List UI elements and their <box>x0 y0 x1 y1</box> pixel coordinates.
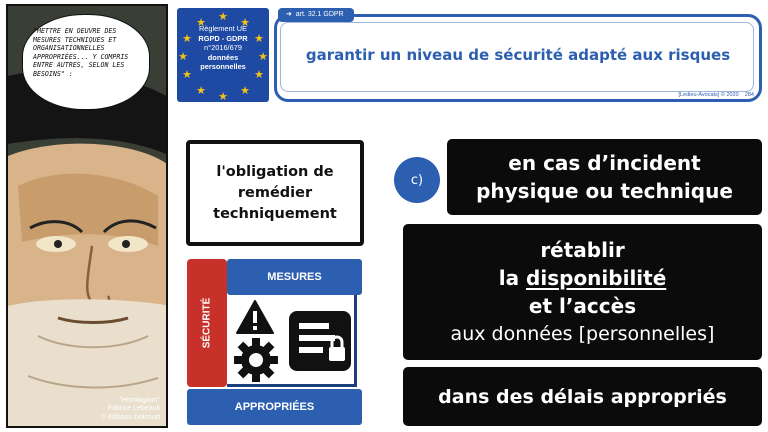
article-label: art. 32.1 GDPR <box>295 11 344 18</box>
article-reference <box>278 8 354 22</box>
svg-text:★: ★ <box>196 16 206 29</box>
security-bar <box>187 259 227 387</box>
eu-badge-text <box>177 24 269 72</box>
svg-text:★: ★ <box>254 32 264 45</box>
svg-text:★: ★ <box>218 10 228 23</box>
comic-credit <box>101 397 160 423</box>
page-number: 284 <box>744 92 754 98</box>
gear-icon <box>233 337 279 383</box>
incident-block <box>447 139 762 215</box>
restore-line-2 <box>499 264 667 292</box>
speech-bubble: "METTRE EN OEUVRE DES MESURES TECHNIQUES ET ORGANISATIONNELLES APPROPRIÉES... Y COMPRIS ENTRE AUTRES, SELON LES BESOINS" : <box>22 14 150 110</box>
incident-line-1: en cas d’incident <box>508 151 701 175</box>
restore-block <box>403 224 762 360</box>
credit-publisher: © éditions Delcourt <box>100 413 160 421</box>
obligation-text: l'obligation de remédier techniquement <box>213 163 337 222</box>
restore-line-4: aux données [personnelles] <box>450 323 715 345</box>
credit-author: Fabrice Lebeault <box>107 405 160 412</box>
svg-text:★: ★ <box>258 50 268 63</box>
restore-prefix: la <box>498 266 527 290</box>
svg-text:★: ★ <box>240 84 250 97</box>
warning-icon <box>235 299 275 335</box>
svg-text:★: ★ <box>218 90 228 102</box>
eu-regulation-badge <box>177 8 269 102</box>
credit-title: "Horologiom" <box>119 396 160 404</box>
svg-text:★: ★ <box>196 84 206 97</box>
incident-line-2: physique ou technique <box>476 179 733 203</box>
eu-line-regulation: Règlement UE <box>198 24 248 33</box>
appropriees-label: APPROPRIÉES <box>187 389 362 425</box>
header-footer <box>678 92 754 98</box>
svg-text:★: ★ <box>182 68 192 81</box>
timing-block <box>403 367 762 426</box>
svg-text:★: ★ <box>254 68 264 81</box>
svg-text:★: ★ <box>182 32 192 45</box>
comic-panel <box>6 4 168 428</box>
eu-line-personnelles: personnelles <box>200 62 246 72</box>
eu-line-number: n°2016/679 <box>204 43 242 53</box>
slide-header <box>272 8 764 104</box>
svg-text:★: ★ <box>178 50 188 63</box>
availability-word: disponibilité <box>526 266 667 290</box>
svg-text:★: ★ <box>240 16 250 29</box>
slide-title: garantir un niveau de sécurité adapté aux risques <box>305 46 731 64</box>
restore-line-1: rétablir <box>540 238 625 262</box>
item-letter-badge: c) <box>394 157 440 203</box>
arrow-right-icon: ➜ <box>286 11 296 18</box>
obligation-box <box>186 140 364 246</box>
eu-line-donnees: données <box>207 52 239 62</box>
eu-line-rgpd: RGPD - GDPR <box>198 33 248 43</box>
security-label: SÉCURITÉ <box>201 297 213 349</box>
copyright-text: [Ledieu-Avocats] © 2020 <box>678 92 739 98</box>
restore-line-3: et l’accès <box>528 294 637 318</box>
document-lock-icon <box>287 309 353 373</box>
security-icons-frame <box>227 295 357 387</box>
timing-text: dans des délais appropriés <box>438 385 727 408</box>
mesures-label: MESURES <box>227 259 362 295</box>
